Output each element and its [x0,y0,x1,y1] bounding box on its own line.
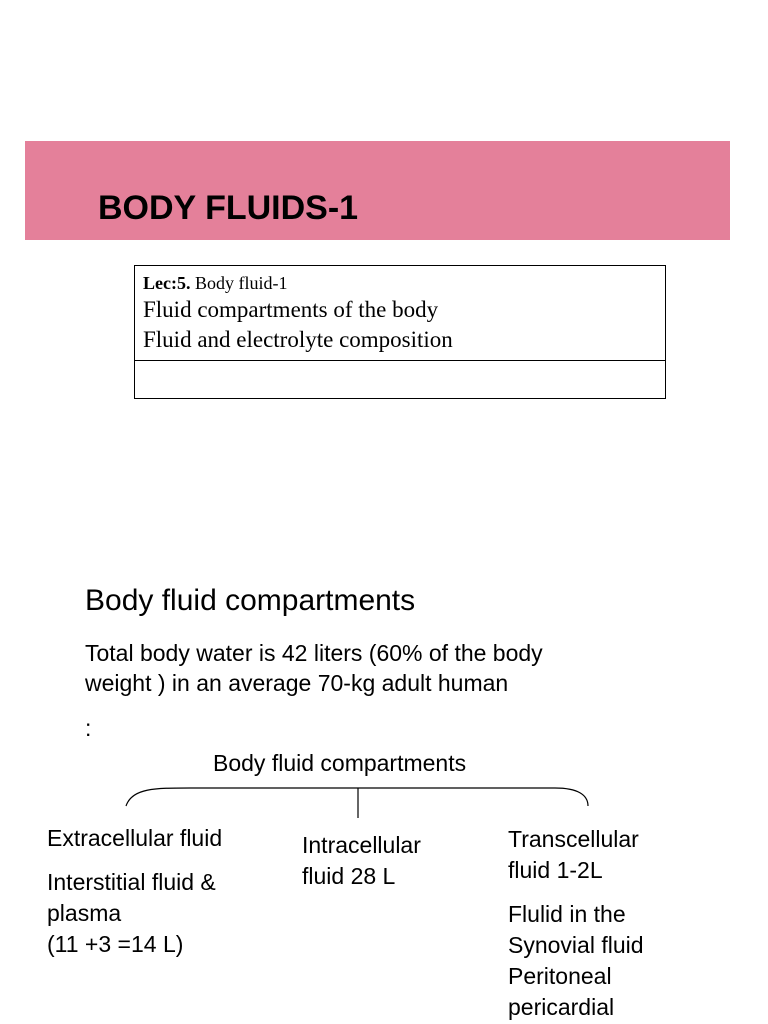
page-title: BODY FLUIDS-1 [98,189,359,227]
intracellular-heading-1: Intracellular [302,832,421,858]
extracellular-detail-1: Interstitial fluid & [47,869,216,895]
lecture-topic: Body fluid-1 [194,273,288,293]
transcellular-column [508,824,644,1023]
intracellular-heading-2: fluid 28 L [302,863,396,889]
intracellular-column [302,830,421,892]
transcellular-detail-1: Flulid in the [508,901,626,927]
transcellular-heading-1: Transcellular [508,826,639,852]
lecture-line-composition: Fluid and electrolyte composition [143,327,453,352]
transcellular-detail-3: Peritoneal [508,963,612,989]
transcellular-detail-2: Synovial fluid [508,932,644,958]
extracellular-detail-3: (11 +3 =14 L) [47,931,184,957]
lecture-number: Lec:5. [143,273,191,293]
transcellular-detail-4: pericardial [508,994,615,1020]
extracellular-detail-2: plasma [47,900,122,926]
colon-mark: : [85,715,92,741]
lecture-line-compartments: Fluid compartments of the body [143,297,439,322]
intro-line-1: Total body water is 42 liters (60% of the body [85,640,543,666]
brace-curve [126,788,588,806]
extracellular-column [47,823,222,960]
intro-line-2: weight ) in an average 70-kg adult human [85,670,509,696]
extracellular-heading: Extracellular fluid [47,825,223,851]
diagram-title: Body fluid compartments [213,750,467,776]
section-title: Body fluid compartments [85,584,416,617]
transcellular-heading-2: fluid 1-2L [508,857,603,883]
